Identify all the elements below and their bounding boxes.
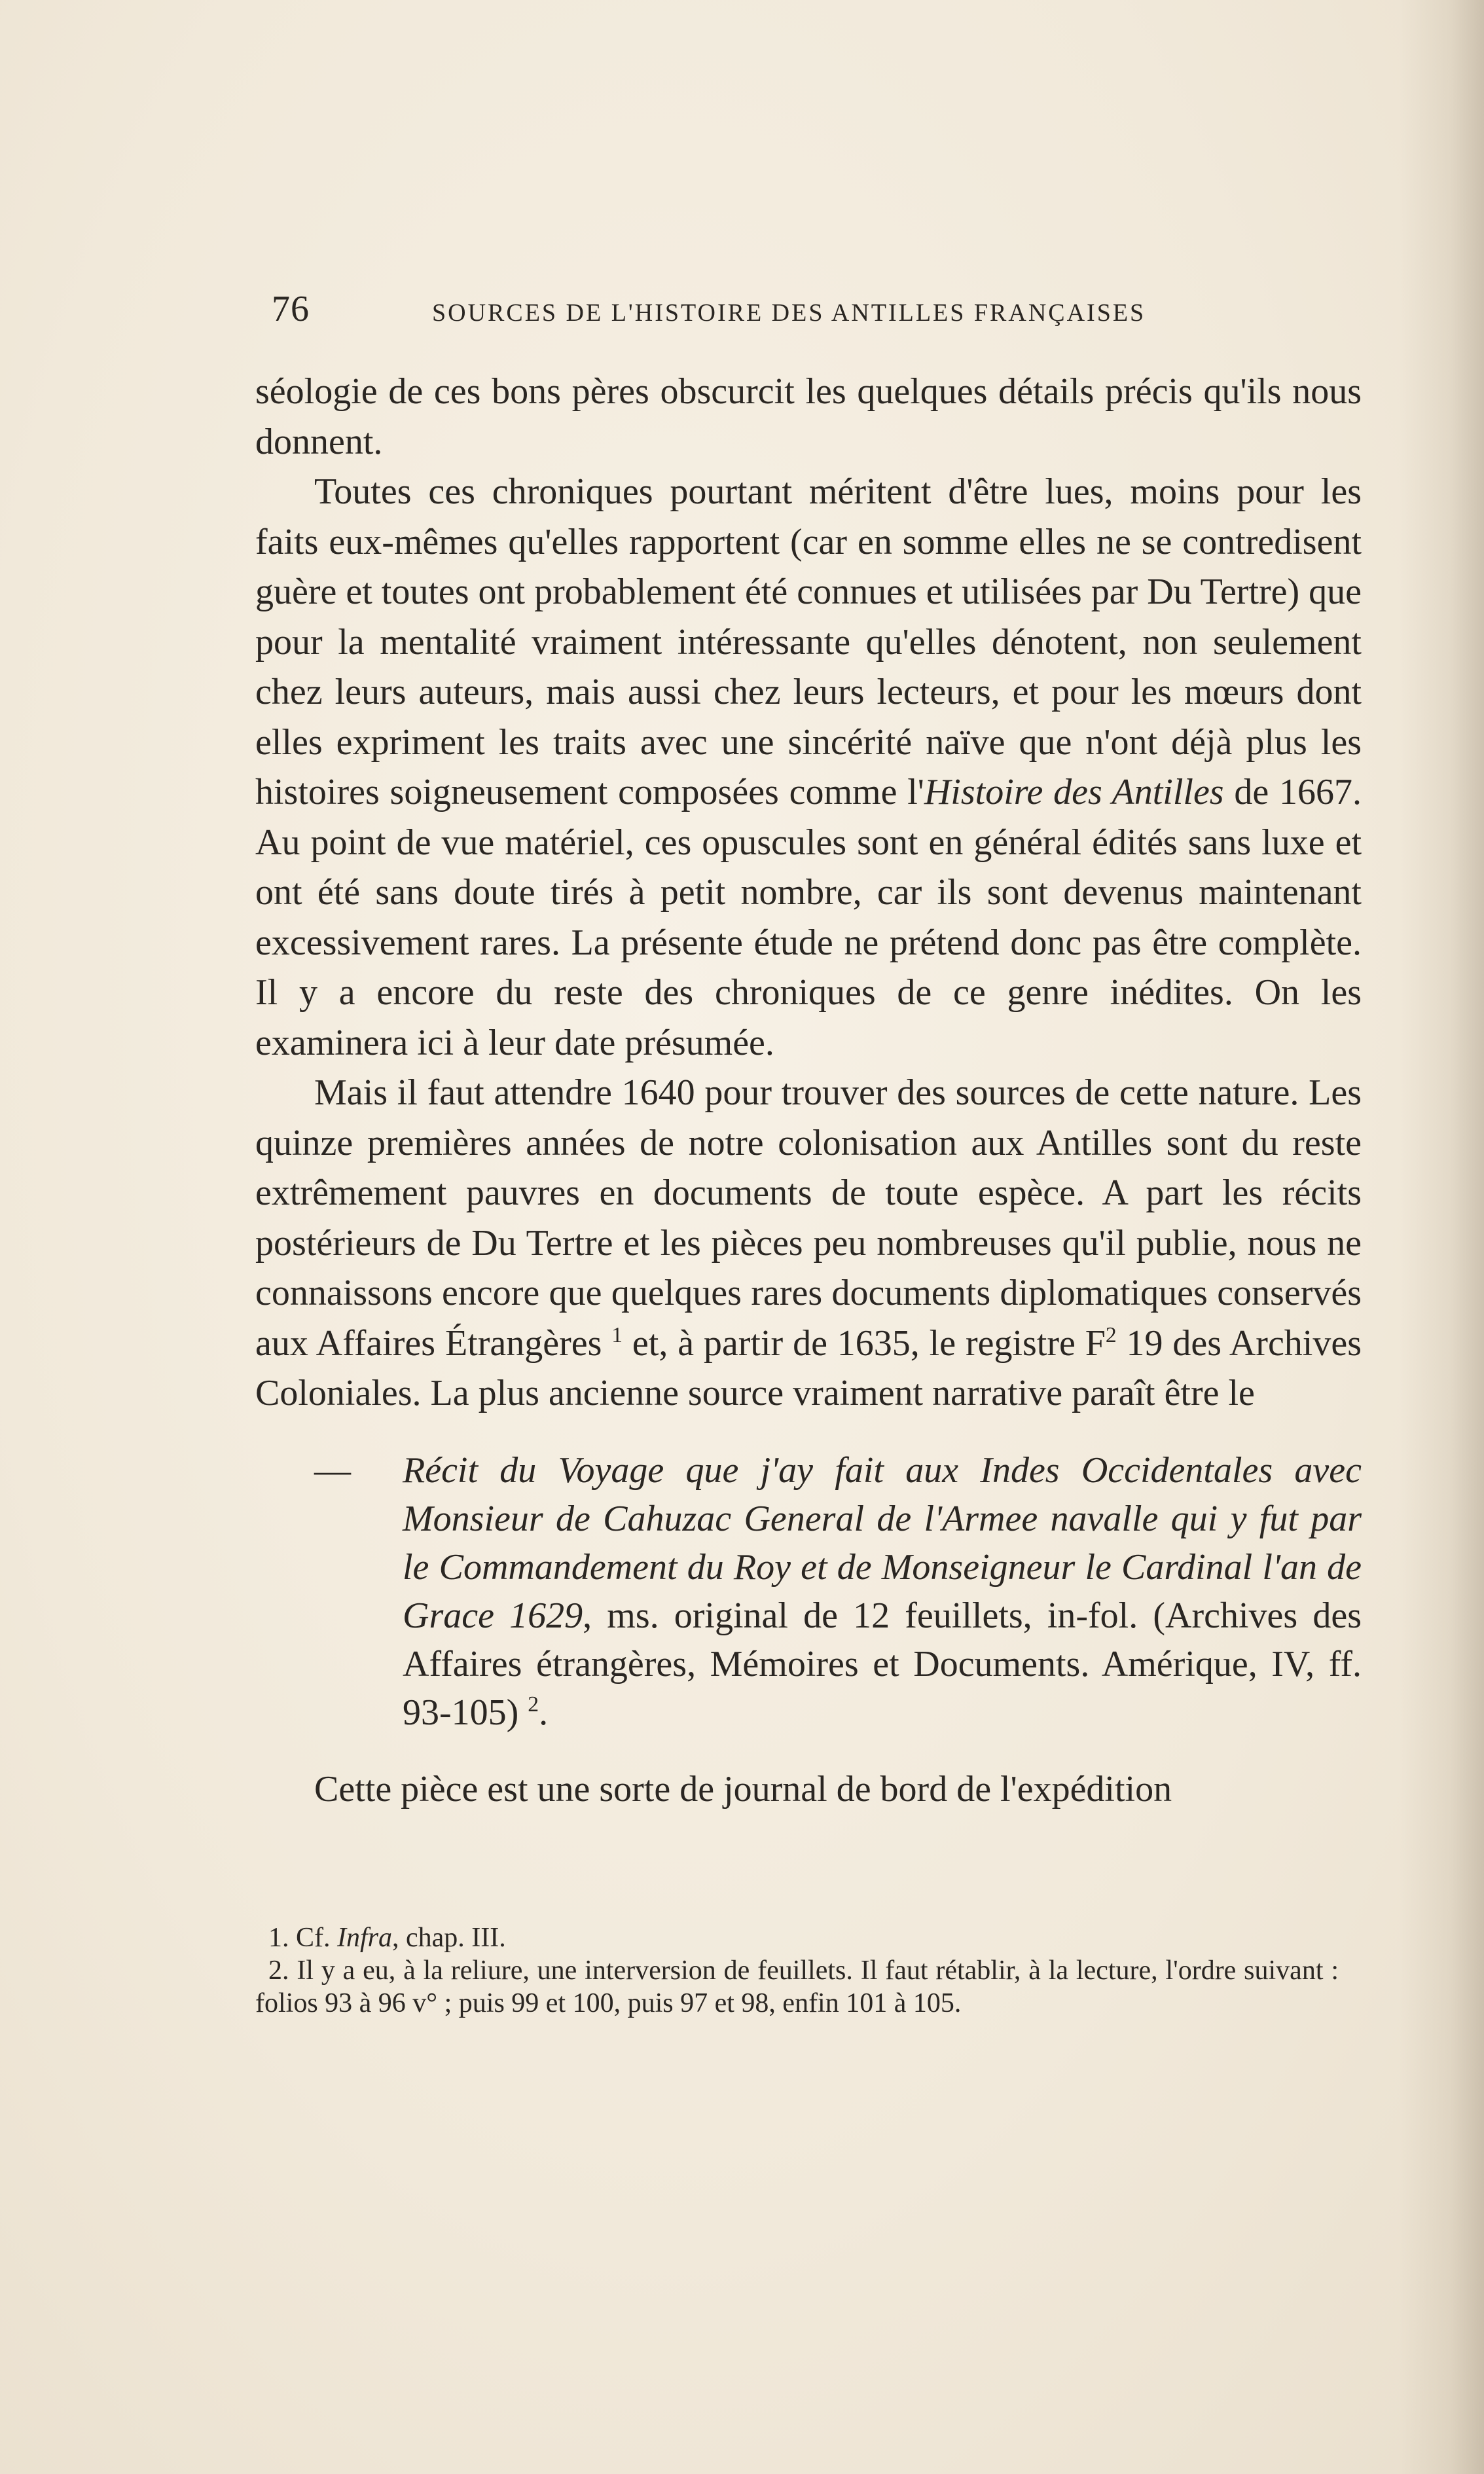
footnote-1-italic: Infra — [337, 1923, 392, 1953]
footnote-2: 2. Il y a eu, à la reliure, une interversion de feuillets. Il faut rétablir, à la lecture, l'ordre suivant : folios 93 à 96 v° ; puis 99 et 100, puis 97 et 98, enfin 101 à 105. — [255, 1956, 1339, 2018]
footnotes — [255, 1921, 1339, 2020]
paragraph-2-text-b: de 1667. Au point de vue matériel, ces opuscules sont en général édités sans luxe et ont été sans doute tirés à petit nombre, car ils sont devenus maintenant excessivement rares. La présente étude ne prétend donc pas être complète. Il y a encore du reste des chroniques de ce genre inédites. On les examinera ici à leur date présumée. — [255, 772, 1362, 1063]
footnote-1-number: 1. — [268, 1923, 289, 1953]
footnote-ref-2: 2 — [528, 1692, 539, 1717]
citation-end: . — [539, 1692, 549, 1733]
footnote-ref-1: 1 — [611, 1322, 623, 1347]
page-header — [272, 288, 1362, 340]
citation-title: Récit du Voyage que j'ay fait aux Indes Occidentales avec Monsieur de Cahuzac General de l'Armee navalle qui y fut par le Commandement du Roy et de Monseigneur le Cardinal l'an de Grace 1629 — [403, 1449, 1362, 1636]
paragraph-1: séologie de ces bons pères obscurcit les quelques détails précis qu'ils nous donnent. — [255, 371, 1362, 462]
paragraph-2-text-a: Toutes ces chroniques pourtant méritent d'être lues, moins pour les faits eux-mêmes qu'elles rapportent (car en somme elles ne se contredisent guère et toutes ont probablement été connues et utilisées par Du Tertre) que pour la mentalité vraiment intéressante qu'elles dénotent, non seulement chez leurs auteurs, mais aussi chez leurs lecteurs, et pour les mœurs dont elles expriment les traits avec une sincérité naïve que n'ont déjà plus les histoires soigneusement composées comme l' — [255, 471, 1362, 812]
paragraph-3-text-b: et, à partir de 1635, le registre F — [623, 1322, 1106, 1364]
page-number: 76 — [272, 289, 310, 329]
footnote-1-prefix: Cf. — [289, 1923, 337, 1953]
footnote-1-suffix: , chap. III. — [392, 1923, 506, 1953]
register-superscript: 2 — [1105, 1322, 1117, 1347]
citation-entry — [314, 1446, 1362, 1737]
page-edge-shadow — [1399, 0, 1484, 2474]
main-text — [255, 367, 1362, 1814]
citation-details: , ms. original de 12 feuillets, in-fol. (Archives des Affaires étrangères, Mémoires et Documents. Amérique, IV, ff. 93-105) — [403, 1595, 1362, 1733]
footnote-1 — [255, 1921, 1339, 1954]
paragraph-3 — [255, 1068, 1362, 1419]
paragraph-3-text-a: Mais il faut attendre 1640 pour trouver des sources de cette nature. Les quinze premières années de notre colonisation aux Antilles sont du reste extrêmement pauvres en documents de toute espèce. A part les récits postérieurs de Du Tertre et les pièces peu nombreuses qu'il publie, nous ne connaissons encore que quelques rares documents diplomatiques conservés aux Affaires Étrangères — [255, 1072, 1362, 1364]
paragraph-3-text-c: 19 des Archives Coloniales. La plus ancienne source vraiment narrative paraît être le — [255, 1322, 1362, 1413]
paragraph-2-italic-title: Histoire des Antilles — [924, 772, 1224, 812]
paragraph-2 — [255, 467, 1362, 1068]
citation-dash: — — [314, 1449, 351, 1491]
running-title: SOURCES DE L'HISTOIRE DES ANTILLES FRANÇAISES — [432, 299, 1146, 327]
paragraph-4: Cette pièce est une sorte de journal de bord de l'expédition — [314, 1768, 1172, 1810]
